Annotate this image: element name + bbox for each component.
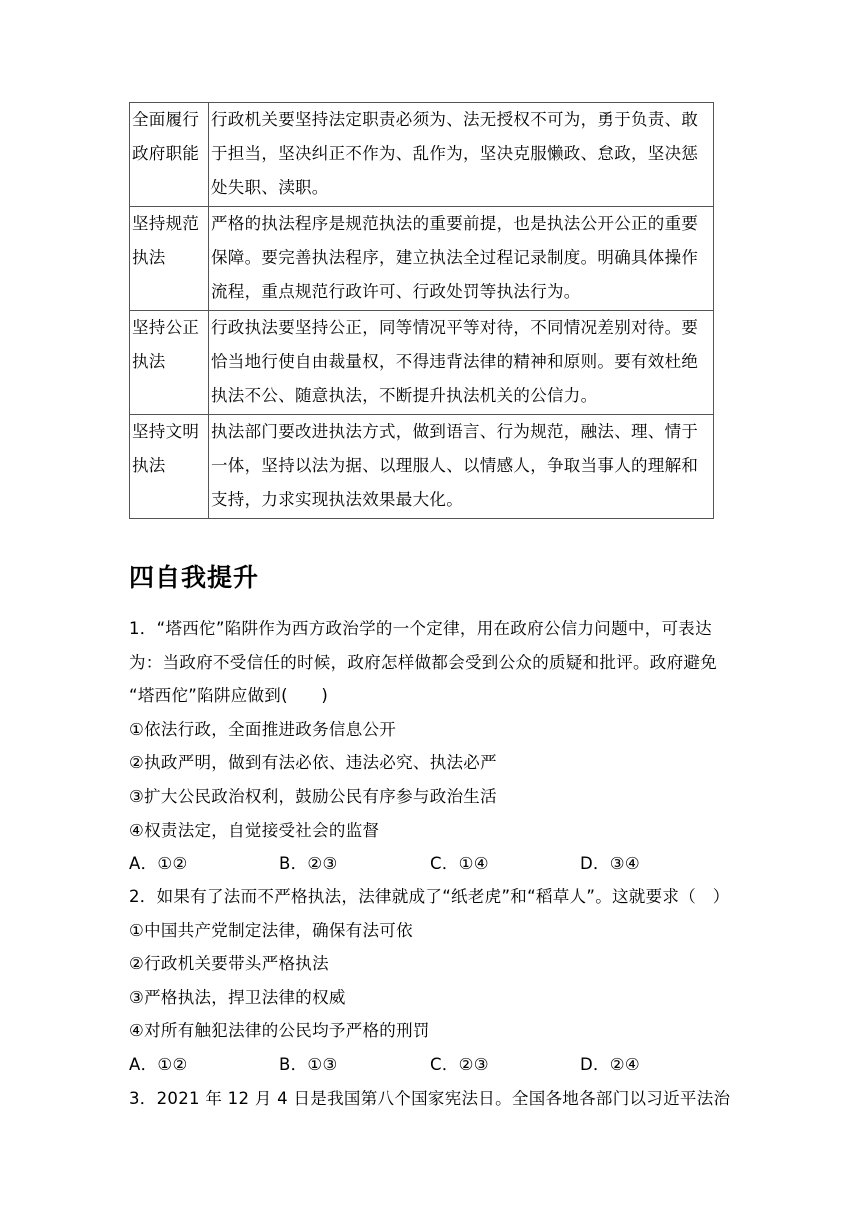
statement-item: ②执政严明，做到有法必依、违法必究、执法必严	[129, 753, 497, 773]
question-stem-line: 1．“塔西佗”陷阱作为西方政治学的一个定律，用在政府公信力问题中，可表达	[129, 619, 712, 638]
table-row-text: 行政机关要坚持法定职责必须为、法无授权不可为，勇于负责、敢于担当，坚决纠正不作为、乱作为，坚决克服懒政、怠政，坚决惩处失职、渎职。	[209, 103, 714, 207]
table-row-label: 坚持公正执法	[130, 311, 209, 415]
question-stem-line: 3．2021 年 12 月 4 日是我国第八个国家宪法日。全国各地各部门以习近平法治	[129, 1089, 731, 1108]
statement-item: ①中国共产党制定法律，确保有法可依	[129, 920, 413, 940]
table-row	[130, 311, 714, 415]
law-enforcement-table	[129, 102, 714, 519]
section-heading: 四自我提升	[129, 563, 260, 592]
option-d[interactable]: D．③④	[580, 854, 640, 874]
table-row	[130, 207, 714, 311]
table-row-label: 坚持规范执法	[130, 207, 209, 311]
table-row-text: 执法部门要改进执法方式，做到语言、行为规范，融法、理、情于一体，坚持以法为据、以理服人、以情感人，争取当事人的理解和支持，力求实现执法效果最大化。	[209, 415, 714, 519]
question-stem-line: 为：当政府不受信任的时候，政府怎样做都会受到公众的质疑和批评。政府避免	[129, 652, 717, 672]
statement-item: ③扩大公民政治权利，鼓励公民有序参与政治生活	[129, 786, 497, 806]
option-a[interactable]: A．①②	[129, 854, 188, 874]
option-c[interactable]: C．①④	[430, 854, 489, 874]
option-c[interactable]: C．②③	[430, 1054, 489, 1074]
question-stem-line: “塔西佗”陷阱应做到( )	[129, 686, 329, 706]
question-2	[129, 880, 734, 1082]
question-stem-line: 2．如果有了法而不严格执法，法律就成了“纸老虎”和“稻草人”。这就要求（ ）	[129, 887, 730, 906]
statement-item: ①依法行政，全面推进政务信息公开	[129, 719, 397, 739]
question-3	[129, 1082, 734, 1116]
answer-options	[129, 847, 734, 881]
statement-item: ④对所有触犯法律的公民均予严格的刑罚	[129, 1021, 430, 1041]
table-row	[130, 103, 714, 207]
option-b[interactable]: B．②③	[279, 854, 338, 874]
table-row	[130, 415, 714, 519]
statement-item: ④权责法定，自觉接受社会的监督	[129, 820, 380, 840]
statement-item: ②行政机关要带头严格执法	[129, 954, 329, 974]
table-row-label: 坚持文明执法	[130, 415, 209, 519]
table-row-label: 全面履行政府职能	[130, 103, 209, 207]
option-b[interactable]: B．①③	[279, 1054, 338, 1074]
option-d[interactable]: D．②④	[580, 1054, 640, 1074]
table-row-text: 严格的执法程序是规范执法的重要前提，也是执法公开公正的重要保障。要完善执法程序，建立执法全过程记录制度。明确具体操作流程，重点规范行政许可、行政处罚等执法行为。	[209, 207, 714, 311]
question-1	[129, 612, 734, 881]
option-a[interactable]: A．①②	[129, 1054, 188, 1074]
statement-item: ③严格执法，捍卫法律的权威	[129, 987, 346, 1007]
table-row-text: 行政执法要坚持公正，同等情况平等对待，不同情况差别对待。要恰当地行使自由裁量权，不得违背法律的精神和原则。要有效杜绝执法不公、随意执法，不断提升执法机关的公信力。	[209, 311, 714, 415]
answer-options	[129, 1048, 734, 1082]
